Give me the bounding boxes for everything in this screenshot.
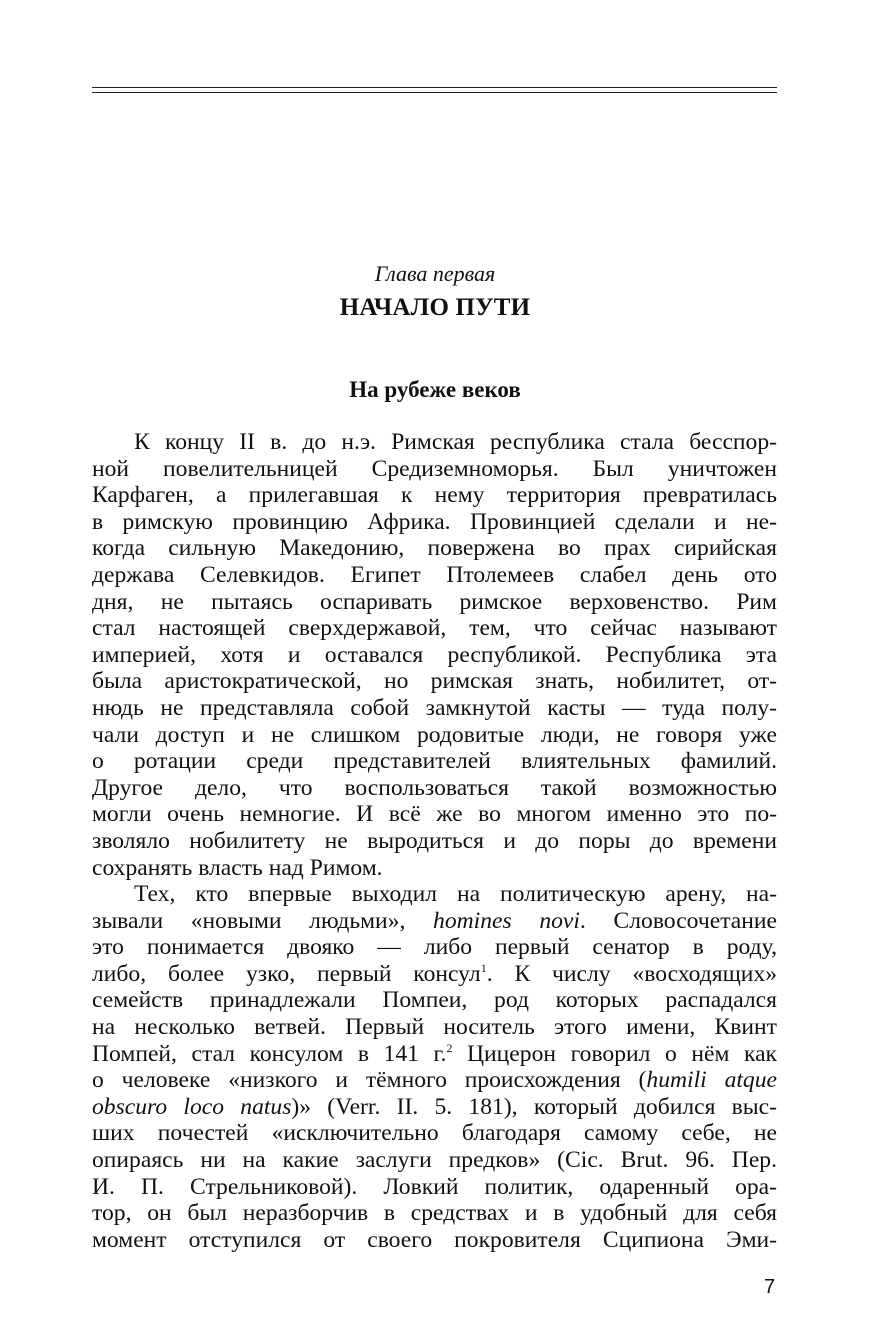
- text-line: стал настоящей сверхдержавой, тем, что сейчас называют: [92, 615, 777, 642]
- section-title: На рубеже веков: [349, 377, 521, 402]
- text-line: [92, 1041, 777, 1068]
- text-line: могли очень немногие. И всё же во многом именно это по-: [92, 801, 777, 828]
- text-line: о ротации среди представителей влиятельных фамилий.: [92, 748, 777, 775]
- text-line: ших почестей «исключительно благодаря самому себе, не: [92, 1120, 777, 1147]
- text-line: Другое дело, что воспользоваться такой возможностью: [92, 774, 777, 801]
- chapter-kicker: Глава первая: [374, 261, 496, 286]
- text-line: в римскую провинцию Африка. Провинцией сделали и не-: [92, 508, 777, 535]
- text-line: момент отступился от своего покровителя Сципиона Эми-: [92, 1226, 777, 1253]
- text-line: нюдь не представляла собой замкнутой касты — туда полу-: [92, 694, 777, 721]
- text-line: сохранять власть над Римом.: [92, 854, 383, 881]
- text-line: это понимается двояко — либо первый сенатор в роду,: [92, 934, 777, 961]
- chapter-title: НАЧАЛО ПУТИ: [339, 294, 531, 321]
- latin-quote: obscuro loco natus: [92, 1093, 292, 1120]
- text-line: на несколько ветвей. Первый носитель этого имени, Квинт: [92, 1014, 777, 1041]
- text-line: держава Селевкидов. Египет Птолемеев слабел день ото: [92, 561, 777, 588]
- page-number: 7: [764, 1276, 776, 1298]
- text-line: [92, 908, 777, 935]
- text-line: империей, хотя и оставался республикой. Республика эта: [92, 641, 777, 668]
- text-run: . К числу «восходящих»: [486, 960, 777, 987]
- latin-term: homines novi: [433, 907, 580, 934]
- text-line: И. П. Стрельниковой). Ловкий политик, одаренный ора-: [92, 1173, 777, 1200]
- text-line: [92, 1094, 777, 1121]
- text-line: дня, не пытаясь оспаривать римское верховенство. Рим: [92, 588, 777, 615]
- footnote-marker: 1: [480, 960, 487, 975]
- text-line: Карфаген, а прилегавшая к нему территория превратилась: [92, 482, 777, 509]
- text-line: чали доступ и не слишком родовитые люди, не говоря уже: [92, 721, 777, 748]
- header-rule-bottom: [92, 92, 777, 93]
- text-run: Цицерон говорил о нём как: [452, 1040, 778, 1067]
- text-line: [92, 1067, 777, 1094]
- text-run: . Словосочетание: [579, 907, 777, 934]
- body-text: [92, 429, 777, 1253]
- text-line: ной повелительницей Средиземноморья. Был уничтожен: [92, 455, 777, 482]
- text-line: тор, он был неразборчив в средствах и в удобный для себя: [92, 1200, 777, 1227]
- footnote-marker: 2: [446, 1040, 453, 1055]
- text-run: о человеке «низкого и тёмного происхождения (: [92, 1067, 647, 1094]
- text-line: зволяло нобилитету не выродиться и до поры до времени: [92, 827, 777, 854]
- text-line: когда сильную Македонию, повержена во прах сирийская: [92, 535, 777, 562]
- text-line: [92, 961, 777, 988]
- text-line: опираясь ни на какие заслуги предков» (Cic. Brut. 96. Пер.: [92, 1147, 777, 1174]
- text-line: семейств принадлежали Помпеи, род которых распадался: [92, 987, 777, 1014]
- header-rule-top: [92, 87, 777, 88]
- text-run: зывали «новыми людьми»,: [92, 907, 434, 934]
- text-run: либо, более узко, первый консул: [92, 960, 481, 987]
- text-line: была аристократической, но римская знать, нобилитет, от-: [92, 668, 777, 695]
- text-line: Тех, кто впервые выходил на политическую арену, на-: [134, 881, 777, 908]
- latin-quote: humili atque: [646, 1067, 777, 1094]
- text-run: )» (Verr. II. 5. 181), который добился выс-: [291, 1093, 777, 1120]
- text-run: Помпей, стал консулом в 141 г.: [92, 1040, 447, 1067]
- text-line: К концу II в. до н.э. Римская республика стала бесспор-: [134, 429, 777, 455]
